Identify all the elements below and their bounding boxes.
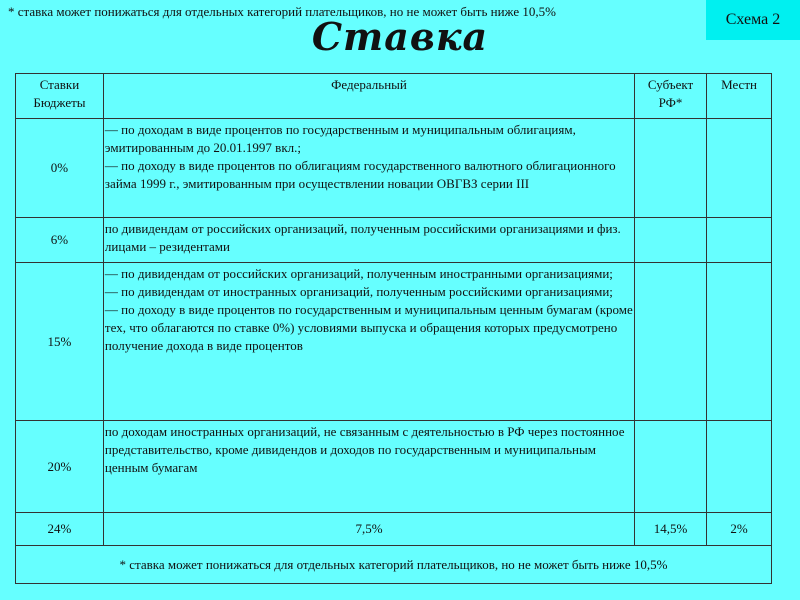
header-rates: Ставки Бюджеты [16,74,104,119]
rate-cell: 20% [16,421,104,513]
rate-cell: 15% [16,263,104,421]
table-header-row [16,74,772,119]
table-row [16,119,772,218]
description-cell [103,119,634,218]
description-line: — по дивидендам от российских организаций, полученным иностранными организациями; [104,266,613,281]
header-federal: Федеральный [103,74,634,119]
total-federal: 7,5% [103,513,634,546]
top-note: * ставка может понижаться для отдельных категорий плательщиков, но не может быть ниже 10,5% [8,4,556,19]
description-line: — по дивидендам от иностранных организаций, полученным российскими организациями; [104,284,613,299]
header-local: Местн [707,74,772,119]
table-row [16,421,772,513]
table-row [16,218,772,263]
description-cell [103,421,634,513]
empty-cell [635,119,707,218]
total-rate: 24% [16,513,104,546]
empty-cell [635,218,707,263]
empty-cell [707,421,772,513]
total-local: 2% [707,513,772,546]
table-row [16,263,772,421]
rate-cell: 0% [16,119,104,218]
description-line: по доходам иностранных организаций, не связанным с деятельностью в РФ через постоянное представительство, кроме дивидендов и доходов по государственным и муниципальным ценным бумагам [104,424,625,475]
description-line: — по доходу в виде процентов по облигациям государственного валютного облигационного займа 1999 г., эмитированным при осуществлении новации ОВГВЗ серии III [104,158,616,191]
empty-cell [707,119,772,218]
schema-label: Схема 2 [706,0,800,40]
empty-cell [635,421,707,513]
page-title: Ставка [311,14,489,59]
header-subject: Субъект РФ* [635,74,707,119]
rate-cell: 6% [16,218,104,263]
description-line: — по доходам в виде процентов по государственным и муниципальным облигациям, эмитированным до 20.01.1997 вкл.; [104,122,576,155]
footer-row [16,546,772,584]
empty-cell [707,263,772,421]
description-line: — по доходу в виде процентов по государственным и муниципальным ценным бумагам (кроме тех, что облагаются по ставке 0%) условиями выпуска и обращения которых предусмотрено получение дохода в виде процентов [104,302,633,353]
tax-rate-table [15,73,772,584]
footer-note: * ставка может понижаться для отдельных категорий плательщиков, но не может быть ниже 10,5% [16,546,772,584]
empty-cell [707,218,772,263]
description-line: по дивидендам от российских организаций, полученным российскими организациями и физ. лицами – резидентами [104,221,621,254]
total-row [16,513,772,546]
total-subject: 14,5% [635,513,707,546]
description-cell [103,263,634,421]
description-cell [103,218,634,263]
empty-cell [635,263,707,421]
